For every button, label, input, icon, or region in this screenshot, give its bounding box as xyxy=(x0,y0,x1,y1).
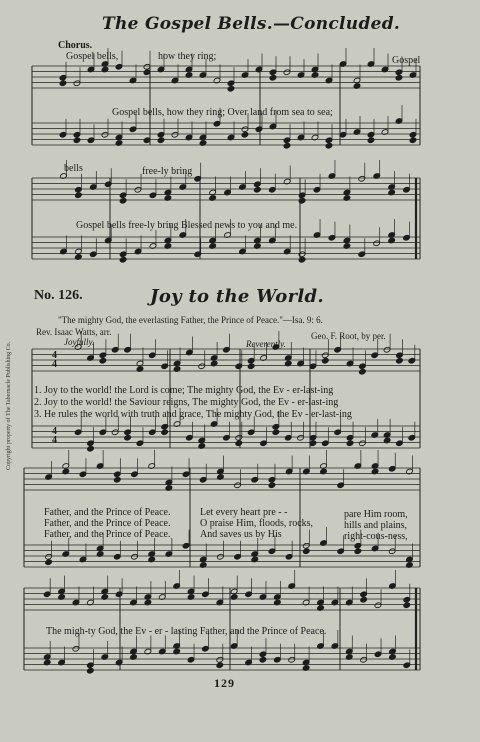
verse-2: 2. Joy to the world! the Saviour reigns, The mighty God, the Ev - er-last-ing xyxy=(34,397,339,408)
copyright-vertical: Copyright property of The Tabernacle Publishing Co. xyxy=(6,341,12,470)
note-head xyxy=(45,559,53,566)
note-head xyxy=(409,137,417,144)
hymn-number: No. 126. xyxy=(34,288,83,303)
note-head xyxy=(247,363,255,370)
note-head xyxy=(396,357,404,364)
lyric-chorus-5: free-ly bring xyxy=(142,166,193,177)
note-head xyxy=(268,482,276,489)
hymn-title: Joy to the World. xyxy=(150,286,324,307)
note-head xyxy=(359,368,367,375)
note-head xyxy=(360,596,368,603)
time-signature-bass: 4 4 xyxy=(52,426,57,446)
tempo-joyfully: Joyfully. xyxy=(64,337,95,347)
verse-1: 1. Joy to the world! the Lord is come; The mighty God, the Ev - er-last-ing xyxy=(34,385,334,396)
note-head xyxy=(354,548,362,555)
scripture-quote: "The mighty God, the everlasting Father, the Prince of Peace."—Isa. 9: 6. xyxy=(58,315,323,325)
note-head xyxy=(227,85,235,92)
chorus-label: Chorus. xyxy=(58,40,93,51)
note-head xyxy=(87,445,95,452)
composer-credit: Geo. F. Root, by per. xyxy=(311,331,386,341)
note-head xyxy=(259,656,267,663)
page-title: The Gospel Bells.—Concluded. xyxy=(102,14,401,34)
sys2-lyric-right-1: pare Him room, xyxy=(344,509,408,520)
note-head xyxy=(303,548,311,555)
lyric-chorus-3: Gospel xyxy=(392,55,421,66)
note-head xyxy=(322,357,330,364)
sys2-lyric-right-3: right-cous-ness, xyxy=(344,531,408,542)
lyric-chorus-bass-1: Gospel bells, how they ring; Over land from sea to sea; xyxy=(112,107,333,118)
time-signature-treble: 4 4 xyxy=(52,350,57,370)
sys2-lyric-mid-2: O praise Him, floods, rocks, xyxy=(200,518,314,529)
lyric-chorus-2: how they ring; xyxy=(158,51,217,62)
note-head xyxy=(235,440,243,447)
note-head xyxy=(73,137,81,144)
note-head xyxy=(269,74,277,81)
lyric-chorus-bass-2: Gospel bells free-ly bring Blessed news to you and me. xyxy=(76,220,298,231)
note-head xyxy=(272,429,280,436)
note-head xyxy=(325,142,333,149)
note-head xyxy=(298,256,306,263)
note-head xyxy=(59,80,67,87)
note-head xyxy=(87,667,95,674)
note-head xyxy=(119,256,127,263)
note-head xyxy=(161,429,169,436)
sys2-lyric-left-1: Father, and the Prince of Peace. xyxy=(44,507,171,518)
note-head xyxy=(395,74,403,81)
note-head xyxy=(403,602,411,609)
note-head xyxy=(241,131,249,138)
sys2-lyric-mid-1: Let every heart pre - - xyxy=(200,507,288,518)
tempo-reverently: Reverently. xyxy=(246,339,286,349)
note-head xyxy=(283,142,291,149)
page-number: 129 xyxy=(214,676,235,690)
sys2-lyric-right-2: hills and plains, xyxy=(344,520,408,531)
note-head xyxy=(114,476,122,483)
note-head xyxy=(99,357,107,364)
sys2-lyric-left-3: Father, and the Prince of Peace. xyxy=(44,529,171,540)
note-head xyxy=(124,434,132,441)
note-head xyxy=(157,137,165,144)
note-head xyxy=(75,192,83,199)
sys2-lyric-mid-3: And saves us by His xyxy=(200,529,282,540)
lyric-chorus-4: bells xyxy=(64,163,83,174)
note-head xyxy=(119,197,127,204)
lyric-chorus-1: Gospel bells, xyxy=(66,51,119,62)
note-head xyxy=(367,137,375,144)
note-head xyxy=(216,662,224,669)
verse-3: 3. He rules the world with truth and grace, The mighty God, the Ev - er-last-ing xyxy=(34,409,352,420)
sys2-lyric-left-2: Father, and the Prince of Peace. xyxy=(44,518,171,529)
note-head xyxy=(346,440,354,447)
note-head xyxy=(298,197,306,204)
note-head xyxy=(254,186,262,193)
author-credit: Rev. Isaac Watts, arr. xyxy=(36,327,112,337)
sys3-lyric: The migh-ty God, the Ev - er - lasting Father, and the Prince of Peace. xyxy=(46,626,327,637)
